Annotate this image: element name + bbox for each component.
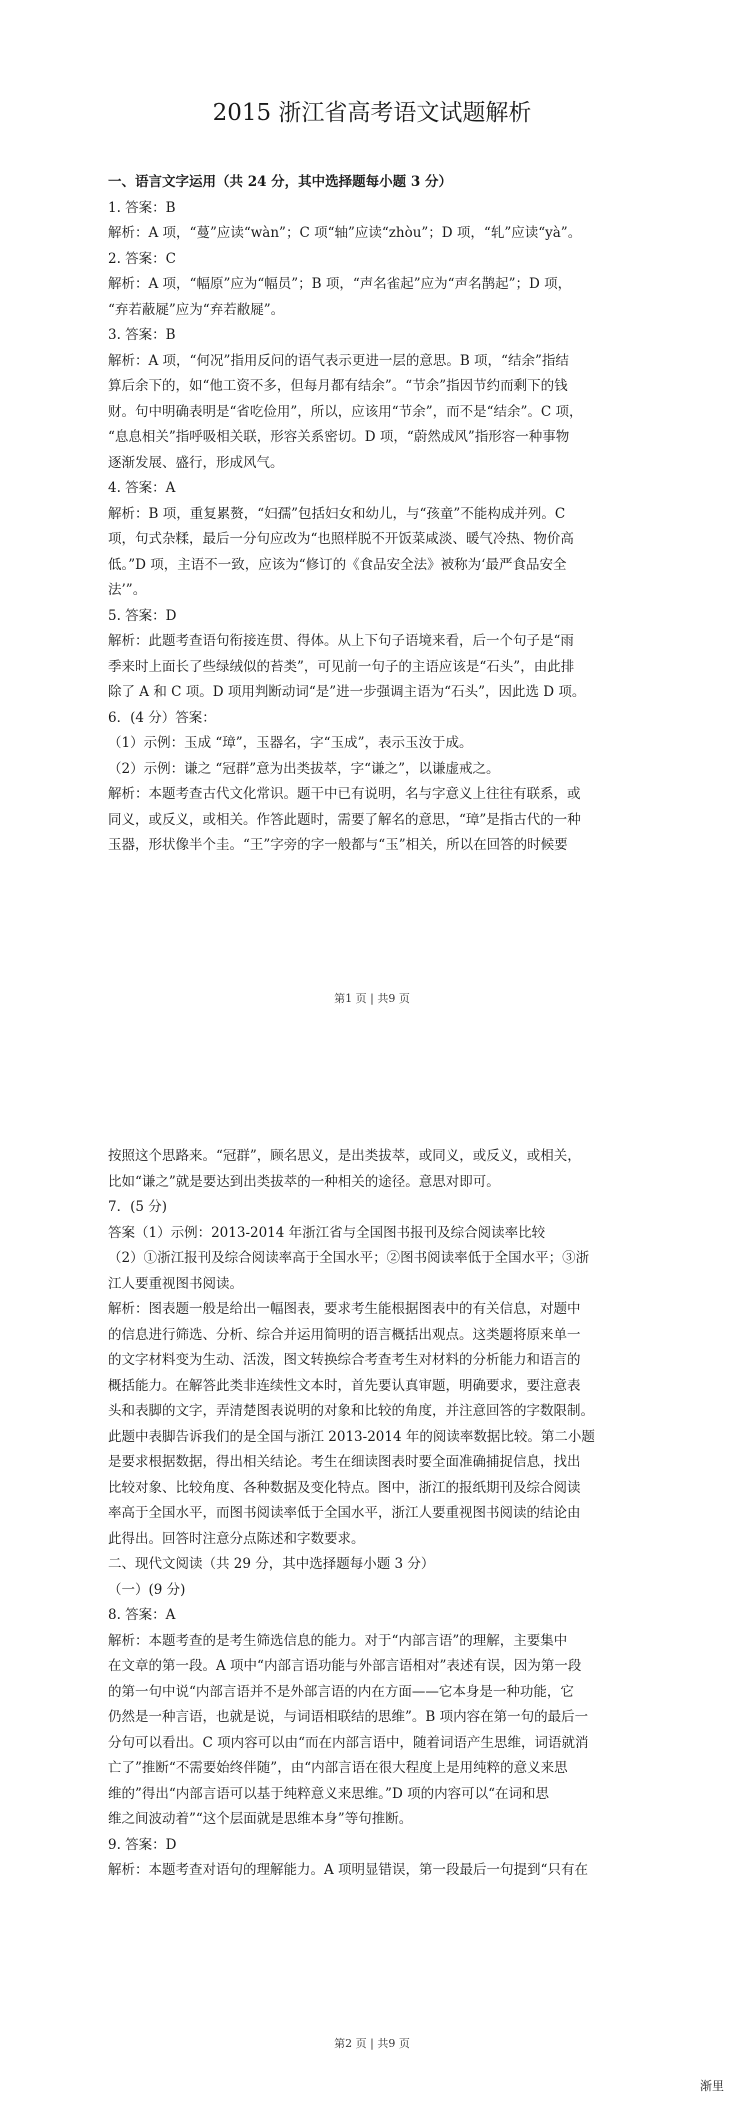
text-line: 率高于全国水平，而图书阅读率低于全国水平，浙江人要重视图书阅读的结论由	[108, 1505, 581, 1521]
text-line: 此题中表脚告诉我们的是全国与浙江 2013-2014 年的阅读率数据比较。第二小题	[108, 1428, 595, 1445]
text-line: 逐渐发展、盛行，形成风气。	[108, 454, 284, 471]
text-line: 答案（1）示例：2013-2014 年浙江省与全国图书报刊及综合阅读率比较	[108, 1224, 546, 1241]
text-line: 解析：本题考查对语句的理解能力。A 项明显错误，第一段最后一句提到“只有在	[108, 1862, 588, 1878]
document-title: 2015 浙江省高考语文试题解析	[212, 100, 532, 126]
watermark: 渐里	[699, 2079, 724, 2093]
text-line: （一）(9 分)	[108, 1581, 186, 1598]
text-line: 头和表脚的文字，弄清楚图表说明的对象和比较的角度，并注意回答的字数限制。	[108, 1403, 594, 1419]
text-line: “弃若蔽屣”应为“弃若敝屣”。	[108, 301, 285, 318]
text-line: 同义，或反义，或相关。作答此题时，需要了解名的意思，“璋”是指古代的一种	[108, 811, 581, 828]
text-line: 1. 答案：B	[108, 199, 176, 216]
text-line: 7．(5 分)	[108, 1199, 168, 1215]
section-heading: 一、语言文字运用（共 24 分，其中选择题每小题 3 分）	[108, 174, 452, 190]
text-line: 季来时上面长了些绿绒似的苔类”，可见前一句子的主语应该是“石头”，由此排	[108, 658, 575, 675]
text-line: 在文章的第一段。A 项中“内部言语功能与外部言语相对”表述有误，因为第一段	[108, 1658, 582, 1674]
text-line: 3. 答案：B	[108, 327, 176, 343]
page-2	[0, 1060, 744, 2104]
text-line: 5. 答案：D	[108, 607, 177, 624]
page-1-body	[108, 170, 638, 859]
text-line: 4. 答案：A	[108, 480, 176, 496]
text-line: 分句可以看出。C 项内容可以由“而在内部言语中，随着词语产生思维，词语就消	[108, 1734, 589, 1751]
page-footer: 第2 页 | 共9 页	[334, 2037, 410, 2050]
text-line: （2）①浙江报刊及综合阅读率高于全国水平；②图书阅读率低于全国水平；③浙	[108, 1250, 590, 1266]
text-line: 低。”D 项，主语不一致，应该为“修订的《食品安全法》被称为‘最严食品安全	[108, 556, 567, 573]
section-heading: 二、现代文阅读（共 29 分，其中选择题每小题 3 分）	[108, 1556, 435, 1572]
text-line: 概括能力。在解答此类非连续性文本时，首先要认真审题，明确要求，要注意表	[108, 1377, 581, 1394]
text-line: 是要求根据数据，得出相关结论。考生在细读图表时要全面准确捕捉信息，找出	[108, 1454, 581, 1470]
text-line: 财。句中明确表明是“省吃俭用”，所以，应该用“节余”，而不是“结余”。C 项，	[108, 403, 583, 420]
text-line: 比较对象、比较角度、各种数据及变化特点。图中，浙江的报纸期刊及综合阅读	[108, 1479, 581, 1496]
text-line: 解析：图表题一般是给出一幅图表，要求考生能根据图表中的有关信息，对题中	[108, 1301, 581, 1317]
text-line: 解析：本题考查的是考生筛选信息的能力。对于“内部言语”的理解，主要集中	[108, 1632, 568, 1649]
text-line: 除了 A 和 C 项。D 项用判断动词“是”进一步强调主语为“石头”，因此选 D 项。	[108, 684, 586, 700]
text-line: 8. 答案：A	[108, 1607, 176, 1623]
page-footer: 第1 页 | 共9 页	[334, 992, 410, 1005]
text-line: 2. 答案：C	[108, 250, 177, 267]
text-line: 算后余下的，如“他工资不多，但每月都有结余”。“节余”指因节约而剩下的钱	[108, 378, 568, 394]
text-line: 的第一句中说“内部言语并不是外部言语的内在方面——它本身是一种功能，它	[108, 1683, 574, 1700]
text-line: “息息相关”指呼吸相关联，形容关系密切。D 项，“蔚然成风”指形容一种事物	[108, 429, 570, 445]
text-line: 解析：B 项，重复累赘，“妇孺”包括妇女和幼儿，与“孩童”不能构成并列。C	[108, 505, 566, 522]
text-line: 玉器，形状像半个圭。“王”字旁的字一般都与“玉”相关，所以在回答的时候要	[108, 837, 568, 853]
text-line: （2）示例：谦之 “冠群”意为出类拔萃，字“谦之”，以谦虚戒之。	[108, 760, 500, 777]
text-line: 按照这个思路来。“冠群”，顾名思义，是出类拔萃，或同义，或反义，或相关，	[108, 1148, 581, 1164]
text-line: 解析：此题考查语句衔接连贯、得体。从上下句子语境来看，后一个句子是“雨	[108, 633, 574, 649]
text-line: 解析：A 项，“何况”指用反问的语气表示更进一层的意思。B 项，“结余”指结	[108, 352, 569, 369]
text-line: 比如“谦之”就是要达到出类拔萃的一种相关的途径。意思对即可。	[108, 1173, 500, 1190]
text-line: 维之间波动着”“这个层面就是思维本身”等句推断。	[108, 1811, 413, 1827]
text-line: 解析：A 项，“幅原”应为“幅员”；B 项，“声名雀起”应为“声名鹊起”；D 项，	[108, 276, 572, 292]
text-line: 的信息进行筛选、分析、综合并运用简明的语言概括出观点。这类题将原来单一	[108, 1326, 581, 1343]
text-line: 维的”得出“内部言语可以基于纯粹意义来思维。”D 项的内容可以“在词和思	[108, 1785, 549, 1802]
text-line: 此得出。回答时注意分点陈述和字数要求。	[108, 1530, 365, 1547]
text-line: 的文字材料变为生动、活泼，图文转换综合考查考生对材料的分析能力和语言的	[108, 1352, 581, 1368]
text-line: 亡了”推断“不需要始终伴随”，由“内部言语在很大程度上是用纯粹的意义来思	[108, 1760, 568, 1776]
text-line: 仍然是一种言语，也就是说，与词语相联结的思维”。B 项内容在第一句的最后一	[108, 1709, 589, 1725]
text-line: 6．(4 分）答案：	[108, 709, 216, 726]
page-2-body	[108, 1144, 638, 1884]
text-line: （1）示例：玉成 “璋”，玉器名，字“玉成”，表示玉汝于成。	[108, 735, 473, 751]
text-line: 项，句式杂糅，最后一分句应改为“也照样脱不开饭菜咸淡、暖气冷热、物价高	[108, 531, 574, 547]
text-line: 法’”。	[108, 582, 147, 598]
text-line: 9. 答案：D	[108, 1836, 177, 1853]
text-line: 解析：本题考查古代文化常识。题干中已有说明，名与字意义上往往有联系，或	[108, 786, 581, 802]
text-line: 解析：A 项，“蔓”应读“wàn”；C 项“轴”应读“zhòu”；D 项，“轧”应读“yà”。	[108, 225, 582, 241]
text-line: 江人要重视图书阅读。	[108, 1275, 243, 1292]
